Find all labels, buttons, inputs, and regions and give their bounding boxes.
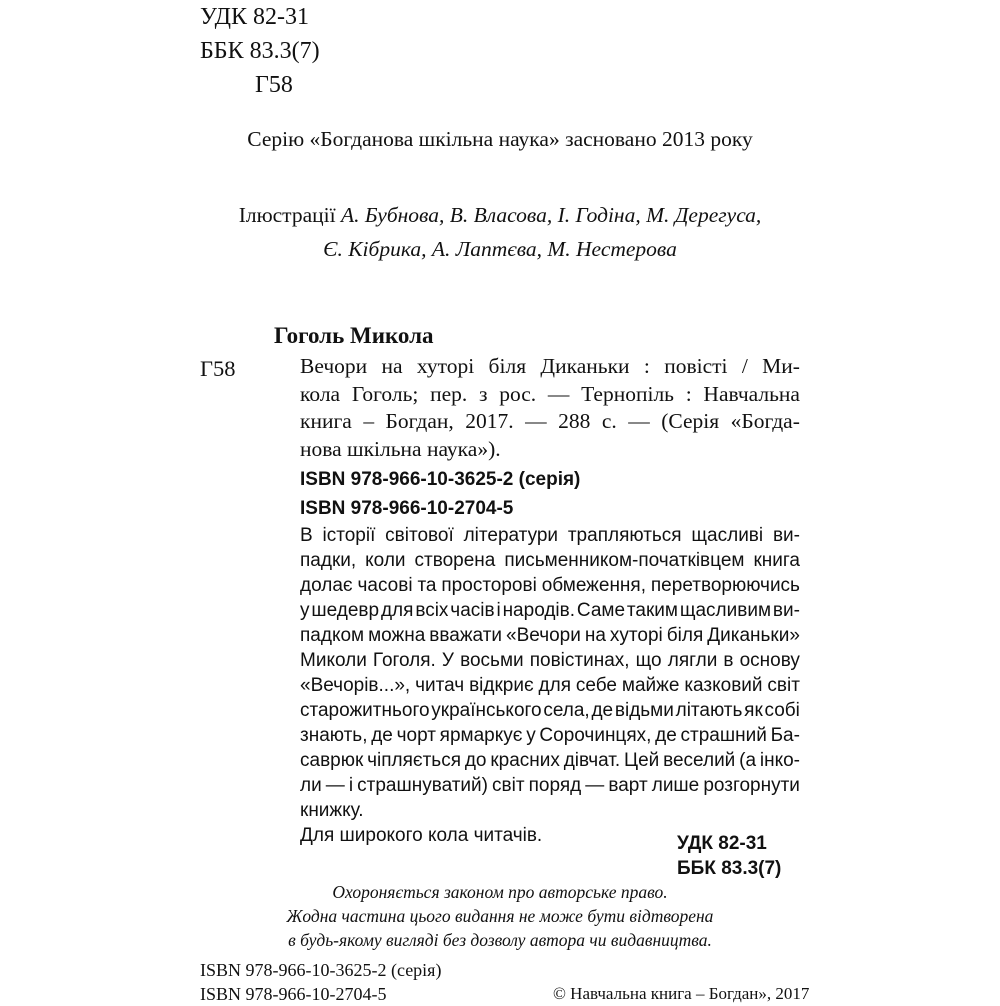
card-isbn-series: ISBN 978-966-10-3625-2 (серія) xyxy=(300,469,581,490)
copyright-notice xyxy=(0,880,1000,952)
illustrators-line-1: А. Бубнова, В. Власова, І. Годіна, М. Дерегуса, xyxy=(340,203,762,227)
series-note: Серію «Богданова шкільна наука» засновано 2013 року xyxy=(247,127,753,151)
card-author: Гоголь Микола xyxy=(274,323,434,348)
illustrators-line-2: Є. Кібрика, А. Лаптєва, М. Нестерова xyxy=(323,237,677,261)
top-bbk: ББК 83.3(7) xyxy=(200,38,320,64)
illustrations-label: Ілюстрації xyxy=(238,203,336,227)
top-author-mark: Г58 xyxy=(255,72,293,98)
card-udk: УДК 82-31 xyxy=(677,833,767,854)
illustrations-line-1 xyxy=(0,198,1000,232)
notice-line: Жодна частина цього видання не може бути відтворена xyxy=(286,906,714,926)
annotation-line: у шедевр для всіх часів і народів. Саме таким щасливим ви- xyxy=(300,600,800,621)
card-classification xyxy=(677,831,781,881)
audience-note: Для широкого кола читачів. xyxy=(300,825,543,846)
annotation-line: книжку. xyxy=(300,800,364,821)
notice-line: Охороняється законом про авторське право. xyxy=(332,882,668,902)
annotation-line: «Вечорів...», читач відкриє для себе майже казковий світ xyxy=(300,675,800,696)
top-classification xyxy=(200,0,320,102)
annotation-line: старожитнього українського села, де відьми літають як собі xyxy=(300,700,800,721)
bibliographic-description xyxy=(300,353,800,463)
bottom-isbn-series: ISBN 978-966-10-3625-2 (серія) xyxy=(200,960,442,980)
illustrations-credit xyxy=(0,198,1000,266)
bottom-isbn-block xyxy=(200,958,441,1006)
annotation-line: долає часові та просторові обмеження, перетворюючись xyxy=(300,575,800,596)
annotation-line: В історії світової літератури трапляються щасливі ви- xyxy=(300,525,800,546)
bib-line: кола Гоголь; пер. з рос. — Тернопіль : Навчальна xyxy=(300,381,800,406)
annotation xyxy=(300,523,800,848)
bib-line: Вечори на хуторі біля Диканьки : повісті / Ми- xyxy=(300,354,800,378)
notice-line: в будь-якому вигляді без дозволу автора чи видавництва. xyxy=(288,930,712,950)
bib-line: книга – Богдан, 2017. — 288 с. — (Серія «Богда- xyxy=(300,409,800,433)
annotation-line: падки, коли створена письменником-початківцем книга xyxy=(300,550,800,571)
annotation-line: падком можна вважати «Вечори на хуторі біля Диканьки» xyxy=(300,625,800,646)
annotation-line: знають, де чорт ярмаркує у Сорочинцях, де страшний Ба- xyxy=(300,725,800,746)
annotation-line: саврюк чіпляється до красних дівчат. Цей веселий (а інко- xyxy=(300,750,800,771)
annotation-line: ли — і страшнуватий) світ поряд — варт лише розгорнути xyxy=(300,775,800,796)
card-bbk: ББК 83.3(7) xyxy=(677,858,782,879)
top-udk: УДК 82-31 xyxy=(200,4,309,30)
bottom-isbn-book: ISBN 978-966-10-2704-5 xyxy=(200,984,387,1004)
card-isbn-book: ISBN 978-966-10-2704-5 xyxy=(300,498,514,519)
annotation-line: Миколи Гоголя. У восьми повістинах, що лягли в основу xyxy=(300,650,800,671)
bib-line: нова шкільна наука»). xyxy=(300,436,501,461)
publisher-copyright: © Навчальна книга – Богдан», 2017 xyxy=(553,984,810,1003)
card-author-mark: Г58 xyxy=(200,356,236,381)
